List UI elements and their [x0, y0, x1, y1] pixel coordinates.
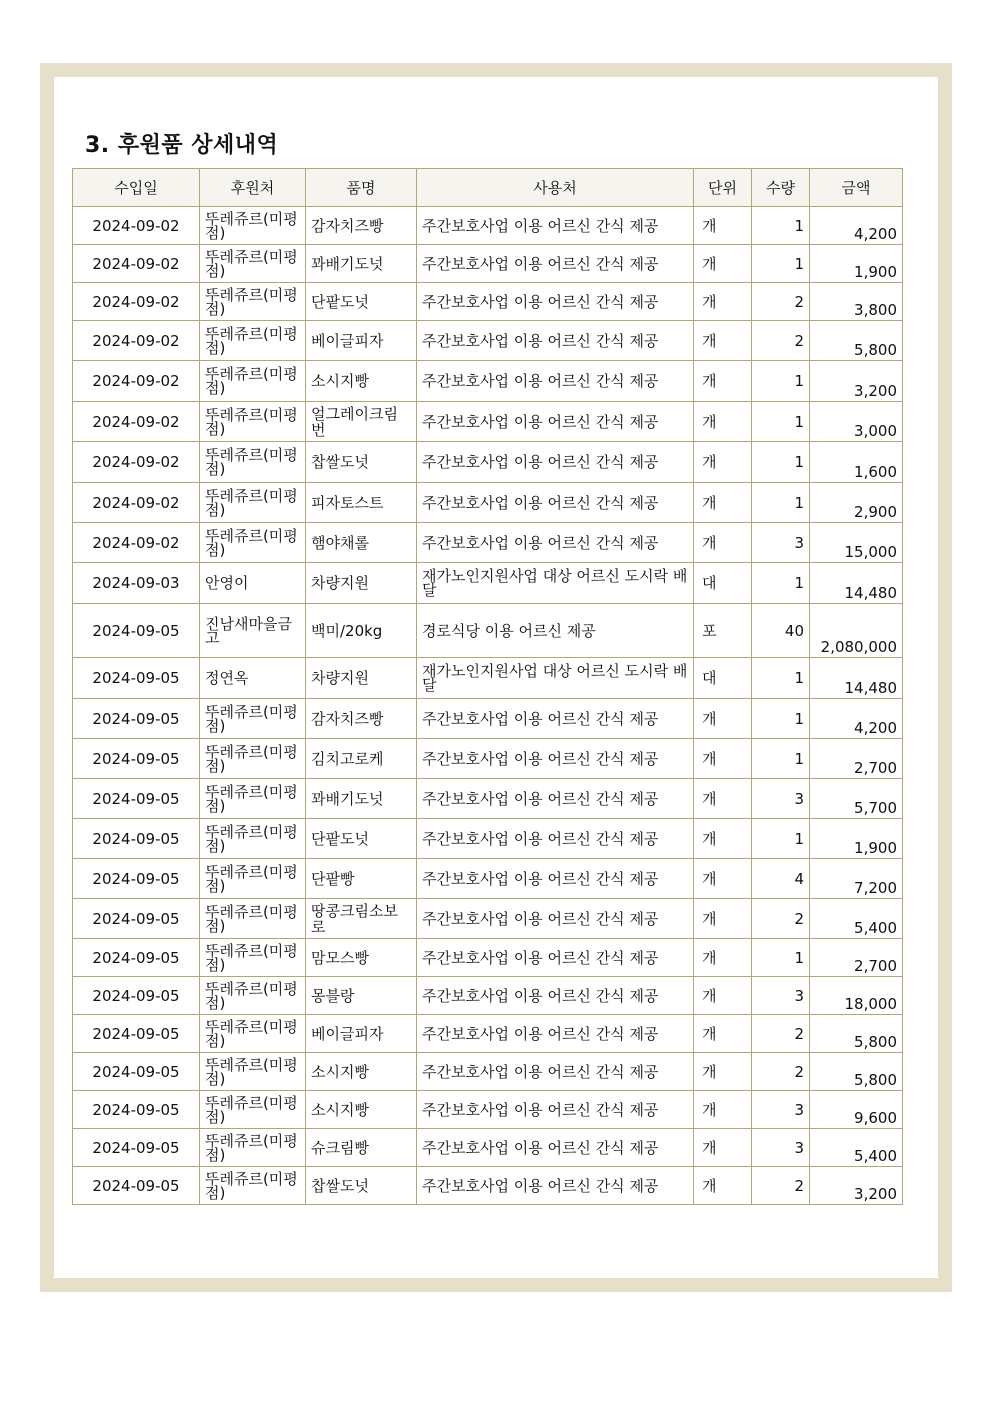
usage-cell: 주간보호사업 이용 어르신 간식 제공: [417, 321, 694, 361]
unit-cell: 개: [694, 859, 752, 899]
usage-cell: 주간보호사업 이용 어르신 간식 제공: [417, 483, 694, 523]
table-row: [73, 604, 903, 658]
usage-cell: 주간보호사업 이용 어르신 간식 제공: [417, 819, 694, 859]
quantity-cell: 1: [752, 739, 810, 779]
item-cell: 꽈배기도넛: [306, 779, 417, 819]
amount-cell: 3,000: [810, 402, 903, 442]
quantity-cell: 3: [752, 1091, 810, 1129]
unit-cell: 개: [694, 523, 752, 563]
header-cell: 후원처: [200, 169, 306, 207]
quantity-cell: 3: [752, 779, 810, 819]
unit-cell: 개: [694, 1167, 752, 1205]
table-row: [73, 977, 903, 1015]
unit-cell: 개: [694, 283, 752, 321]
donor-cell: 뚜레쥬르(미평점): [200, 523, 306, 563]
date-cell: 2024-09-05: [73, 699, 200, 739]
quantity-cell: 1: [752, 819, 810, 859]
donor-cell: 뚜레쥬르(미평점): [200, 859, 306, 899]
section-title: 3. 후원품 상세내역: [85, 133, 279, 158]
date-cell: 2024-09-05: [73, 1091, 200, 1129]
item-cell: 피자토스트: [306, 483, 417, 523]
date-cell: 2024-09-02: [73, 402, 200, 442]
table-row: [73, 402, 903, 442]
usage-cell: 주간보호사업 이용 어르신 간식 제공: [417, 402, 694, 442]
item-cell: 몽블랑: [306, 977, 417, 1015]
unit-cell: 개: [694, 739, 752, 779]
amount-cell: 1,900: [810, 819, 903, 859]
donor-cell: 뚜레쥬르(미평점): [200, 442, 306, 483]
donor-cell: 뚜레쥬르(미평점): [200, 939, 306, 977]
unit-cell: 개: [694, 321, 752, 361]
unit-cell: 개: [694, 1091, 752, 1129]
header-cell: 사용처: [417, 169, 694, 207]
donor-cell: 뚜레쥬르(미평점): [200, 779, 306, 819]
item-cell: 얼그레이크림번: [306, 402, 417, 442]
item-cell: 단팥빵: [306, 859, 417, 899]
item-cell: 찹쌀도넛: [306, 1167, 417, 1205]
quantity-cell: 2: [752, 899, 810, 939]
amount-cell: 9,600: [810, 1091, 903, 1129]
quantity-cell: 2: [752, 1015, 810, 1053]
usage-cell: 재가노인지원사업 대상 어르신 도시락 배달: [417, 658, 694, 699]
donor-cell: 뚜레쥬르(미평점): [200, 739, 306, 779]
usage-cell: 주간보호사업 이용 어르신 간식 제공: [417, 442, 694, 483]
amount-cell: 2,700: [810, 739, 903, 779]
usage-cell: 주간보호사업 이용 어르신 간식 제공: [417, 977, 694, 1015]
unit-cell: 개: [694, 699, 752, 739]
header-cell: 수입일: [73, 169, 200, 207]
date-cell: 2024-09-05: [73, 739, 200, 779]
item-cell: 소시지빵: [306, 1091, 417, 1129]
unit-cell: 개: [694, 207, 752, 245]
unit-cell: 대: [694, 658, 752, 699]
quantity-cell: 1: [752, 207, 810, 245]
date-cell: 2024-09-05: [73, 779, 200, 819]
date-cell: 2024-09-02: [73, 483, 200, 523]
quantity-cell: 1: [752, 658, 810, 699]
donor-cell: 뚜레쥬르(미평점): [200, 699, 306, 739]
amount-cell: 7,200: [810, 859, 903, 899]
amount-cell: 5,800: [810, 321, 903, 361]
table-row: [73, 939, 903, 977]
amount-cell: 5,400: [810, 1129, 903, 1167]
header-cell: 품명: [306, 169, 417, 207]
item-cell: 차량지원: [306, 563, 417, 604]
date-cell: 2024-09-05: [73, 819, 200, 859]
amount-cell: 4,200: [810, 207, 903, 245]
table-row: [73, 483, 903, 523]
table-row: [73, 699, 903, 739]
item-cell: 베이글피자: [306, 1015, 417, 1053]
donor-cell: 뚜레쥬르(미평점): [200, 483, 306, 523]
header-cell: 금액: [810, 169, 903, 207]
table-row: [73, 658, 903, 699]
amount-cell: 1,600: [810, 442, 903, 483]
item-cell: 땅콩크림소보로: [306, 899, 417, 939]
table-row: [73, 563, 903, 604]
usage-cell: 주간보호사업 이용 어르신 간식 제공: [417, 1167, 694, 1205]
usage-cell: 주간보호사업 이용 어르신 간식 제공: [417, 939, 694, 977]
table-row: [73, 283, 903, 321]
amount-cell: 5,400: [810, 899, 903, 939]
item-cell: 단팥도넛: [306, 283, 417, 321]
quantity-cell: 1: [752, 245, 810, 283]
table-row: [73, 361, 903, 402]
usage-cell: 주간보호사업 이용 어르신 간식 제공: [417, 1091, 694, 1129]
usage-cell: 주간보호사업 이용 어르신 간식 제공: [417, 1053, 694, 1091]
table-row: [73, 245, 903, 283]
donor-cell: 정연옥: [200, 658, 306, 699]
amount-cell: 3,200: [810, 1167, 903, 1205]
table-row: [73, 859, 903, 899]
unit-cell: 포: [694, 604, 752, 658]
date-cell: 2024-09-05: [73, 1129, 200, 1167]
amount-cell: 5,800: [810, 1053, 903, 1091]
unit-cell: 개: [694, 402, 752, 442]
quantity-cell: 4: [752, 859, 810, 899]
date-cell: 2024-09-05: [73, 658, 200, 699]
table-row: [73, 1053, 903, 1091]
usage-cell: 주간보호사업 이용 어르신 간식 제공: [417, 1129, 694, 1167]
quantity-cell: 1: [752, 402, 810, 442]
quantity-cell: 2: [752, 1167, 810, 1205]
quantity-cell: 1: [752, 442, 810, 483]
donor-cell: 뚜레쥬르(미평점): [200, 402, 306, 442]
unit-cell: 개: [694, 245, 752, 283]
donor-cell: 뚜레쥬르(미평점): [200, 819, 306, 859]
item-cell: 차량지원: [306, 658, 417, 699]
donor-cell: 뚜레쥬르(미평점): [200, 245, 306, 283]
quantity-cell: 1: [752, 939, 810, 977]
unit-cell: 개: [694, 483, 752, 523]
item-cell: 김치고로케: [306, 739, 417, 779]
table-row: [73, 1129, 903, 1167]
donor-cell: 뚜레쥬르(미평점): [200, 977, 306, 1015]
table-body: [73, 207, 903, 1205]
amount-cell: 14,480: [810, 563, 903, 604]
usage-cell: 주간보호사업 이용 어르신 간식 제공: [417, 699, 694, 739]
quantity-cell: 3: [752, 1129, 810, 1167]
donor-cell: 뚜레쥬르(미평점): [200, 1053, 306, 1091]
date-cell: 2024-09-02: [73, 361, 200, 402]
table-row: [73, 1167, 903, 1205]
date-cell: 2024-09-02: [73, 245, 200, 283]
table-row: [73, 321, 903, 361]
quantity-cell: 2: [752, 1053, 810, 1091]
usage-cell: 주간보호사업 이용 어르신 간식 제공: [417, 739, 694, 779]
unit-cell: 개: [694, 939, 752, 977]
amount-cell: 4,200: [810, 699, 903, 739]
item-cell: 베이글피자: [306, 321, 417, 361]
donor-cell: 진남새마을금고: [200, 604, 306, 658]
date-cell: 2024-09-02: [73, 283, 200, 321]
date-cell: 2024-09-05: [73, 1053, 200, 1091]
amount-cell: 5,700: [810, 779, 903, 819]
donor-cell: 뚜레쥬르(미평점): [200, 1167, 306, 1205]
quantity-cell: 3: [752, 977, 810, 1015]
unit-cell: 개: [694, 1129, 752, 1167]
date-cell: 2024-09-02: [73, 321, 200, 361]
table-row: [73, 819, 903, 859]
amount-cell: 3,200: [810, 361, 903, 402]
unit-cell: 개: [694, 977, 752, 1015]
date-cell: 2024-09-05: [73, 1015, 200, 1053]
unit-cell: 개: [694, 1015, 752, 1053]
quantity-cell: 2: [752, 321, 810, 361]
donor-cell: 뚜레쥬르(미평점): [200, 899, 306, 939]
date-cell: 2024-09-02: [73, 442, 200, 483]
quantity-cell: 40: [752, 604, 810, 658]
donor-cell: 뚜레쥬르(미평점): [200, 283, 306, 321]
donor-cell: 뚜레쥬르(미평점): [200, 321, 306, 361]
item-cell: 감자치즈빵: [306, 207, 417, 245]
amount-cell: 1,900: [810, 245, 903, 283]
usage-cell: 재가노인지원사업 대상 어르신 도시락 배달: [417, 563, 694, 604]
unit-cell: 개: [694, 361, 752, 402]
usage-cell: 주간보호사업 이용 어르신 간식 제공: [417, 899, 694, 939]
amount-cell: 14,480: [810, 658, 903, 699]
table-row: [73, 207, 903, 245]
unit-cell: 개: [694, 442, 752, 483]
item-cell: 꽈배기도넛: [306, 245, 417, 283]
quantity-cell: 1: [752, 563, 810, 604]
table-row: [73, 779, 903, 819]
amount-cell: 2,080,000: [810, 604, 903, 658]
date-cell: 2024-09-05: [73, 1167, 200, 1205]
donation-detail-table: [72, 168, 903, 1205]
donor-cell: 뚜레쥬르(미평점): [200, 1129, 306, 1167]
amount-cell: 3,800: [810, 283, 903, 321]
date-cell: 2024-09-03: [73, 563, 200, 604]
table-row: [73, 1091, 903, 1129]
usage-cell: 주간보호사업 이용 어르신 간식 제공: [417, 523, 694, 563]
usage-cell: 주간보호사업 이용 어르신 간식 제공: [417, 1015, 694, 1053]
date-cell: 2024-09-05: [73, 939, 200, 977]
item-cell: 슈크림빵: [306, 1129, 417, 1167]
table-header-row: [73, 169, 903, 207]
quantity-cell: 1: [752, 483, 810, 523]
unit-cell: 개: [694, 779, 752, 819]
item-cell: 소시지빵: [306, 361, 417, 402]
date-cell: 2024-09-05: [73, 899, 200, 939]
amount-cell: 2,900: [810, 483, 903, 523]
usage-cell: 경로식당 이용 어르신 제공: [417, 604, 694, 658]
amount-cell: 15,000: [810, 523, 903, 563]
amount-cell: 18,000: [810, 977, 903, 1015]
usage-cell: 주간보호사업 이용 어르신 간식 제공: [417, 245, 694, 283]
donor-cell: 뚜레쥬르(미평점): [200, 361, 306, 402]
date-cell: 2024-09-05: [73, 859, 200, 899]
donor-cell: 뚜레쥬르(미평점): [200, 1091, 306, 1129]
unit-cell: 개: [694, 819, 752, 859]
item-cell: 소시지빵: [306, 1053, 417, 1091]
quantity-cell: 1: [752, 361, 810, 402]
usage-cell: 주간보호사업 이용 어르신 간식 제공: [417, 361, 694, 402]
date-cell: 2024-09-02: [73, 207, 200, 245]
usage-cell: 주간보호사업 이용 어르신 간식 제공: [417, 283, 694, 321]
unit-cell: 개: [694, 1053, 752, 1091]
item-cell: 백미/20kg: [306, 604, 417, 658]
quantity-cell: 2: [752, 283, 810, 321]
table-row: [73, 442, 903, 483]
donor-cell: 뚜레쥬르(미평점): [200, 1015, 306, 1053]
item-cell: 찹쌀도넛: [306, 442, 417, 483]
donor-cell: 뚜레쥬르(미평점): [200, 207, 306, 245]
table-row: [73, 739, 903, 779]
item-cell: 단팥도넛: [306, 819, 417, 859]
quantity-cell: 3: [752, 523, 810, 563]
item-cell: 맘모스빵: [306, 939, 417, 977]
quantity-cell: 1: [752, 699, 810, 739]
item-cell: 햄야채롤: [306, 523, 417, 563]
usage-cell: 주간보호사업 이용 어르신 간식 제공: [417, 207, 694, 245]
header-cell: 단위: [694, 169, 752, 207]
date-cell: 2024-09-05: [73, 604, 200, 658]
usage-cell: 주간보호사업 이용 어르신 간식 제공: [417, 859, 694, 899]
table-row: [73, 899, 903, 939]
donor-cell: 안영이: [200, 563, 306, 604]
amount-cell: 2,700: [810, 939, 903, 977]
table-row: [73, 1015, 903, 1053]
unit-cell: 대: [694, 563, 752, 604]
usage-cell: 주간보호사업 이용 어르신 간식 제공: [417, 779, 694, 819]
date-cell: 2024-09-02: [73, 523, 200, 563]
unit-cell: 개: [694, 899, 752, 939]
item-cell: 감자치즈빵: [306, 699, 417, 739]
table-row: [73, 523, 903, 563]
date-cell: 2024-09-05: [73, 977, 200, 1015]
amount-cell: 5,800: [810, 1015, 903, 1053]
header-cell: 수량: [752, 169, 810, 207]
